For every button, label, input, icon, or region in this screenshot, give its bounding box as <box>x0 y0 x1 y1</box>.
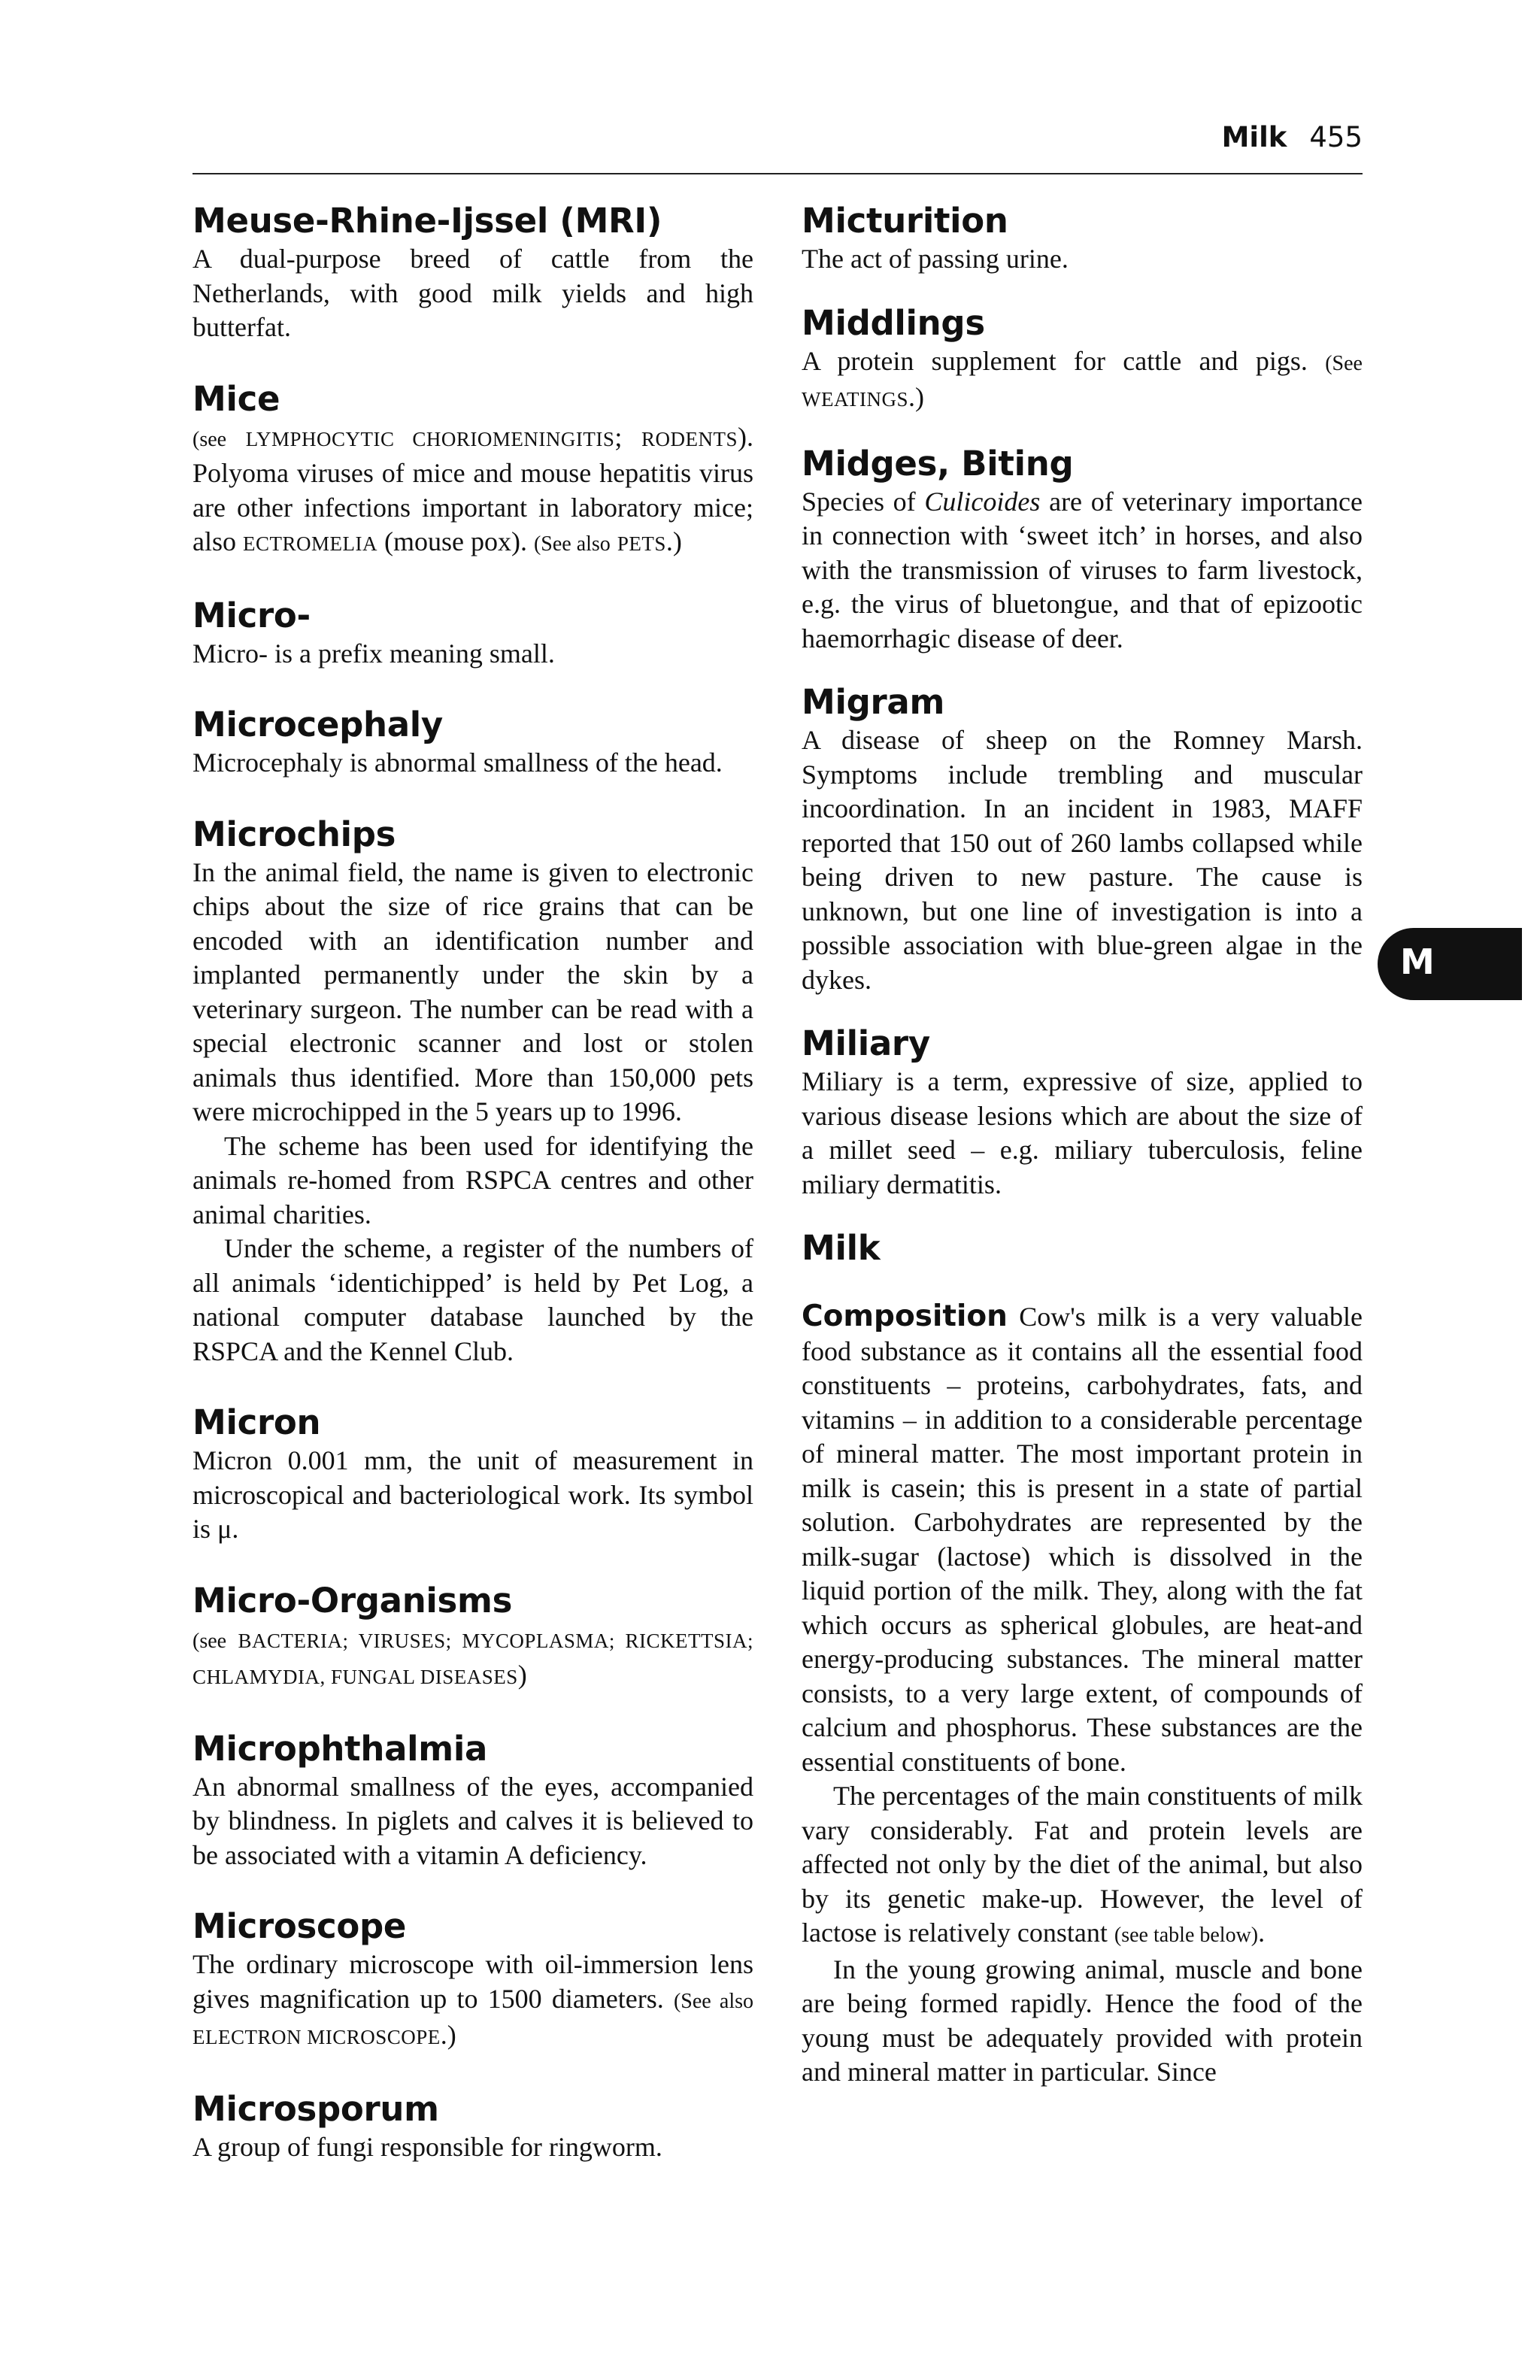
text-run: ). Polyoma viruses of mice and mouse hepatitis virus are other infections important in laboratory mice; also <box>192 421 754 556</box>
entry-migram <box>802 681 1363 997</box>
entry-title: Midges, Biting <box>802 443 1074 484</box>
entry-title: Micro-Organisms <box>192 1580 513 1621</box>
entry-micron <box>192 1402 753 1547</box>
entry-micro <box>192 595 753 672</box>
right-column <box>802 200 1363 2115</box>
entry-micturition <box>802 200 1363 277</box>
cross-ref[interactable]: WEATINGS <box>802 388 908 411</box>
entry-text <box>802 485 1363 656</box>
genus-name: Culicoides <box>924 486 1041 517</box>
text-run: A protein supplement for cattle and pigs. <box>802 345 1308 376</box>
entry-title: Milk <box>802 1228 881 1268</box>
cross-ref[interactable]: PETS <box>617 532 666 555</box>
entry-miliary <box>802 1023 1363 1202</box>
text-run: (mouse pox). <box>383 526 527 556</box>
entry-mri <box>192 200 753 345</box>
entry-microscope <box>192 1906 753 2055</box>
entry-text: A group of fungi responsible for ringworm. <box>192 2131 662 2162</box>
entry-text <box>192 1948 753 2055</box>
entry-text: Miliary is a term, expressive of size, applied to various disease lesions which are about the size of a millet seed – e.g. miliary tuberculosis, feline miliary dermatitis. <box>802 1066 1363 1199</box>
tab-letter: M <box>1400 941 1435 982</box>
paragraph: In the young growing animal, muscle and bone are being formed rapidly. Hence the food of the young must be adequately provided with protein and mineral matter in particular. Since <box>802 1954 1363 2087</box>
entry-micro-organisms <box>192 1580 753 1695</box>
text-run: are of veterinary importance in connection with ‘sweet itch’ in horses, and also with the transmission of viruses to farm livestock, e.g. the virus of bluetongue, and that of epizootic haemorrhagic disease of deer. <box>802 486 1363 653</box>
paragraph <box>802 1299 1363 1779</box>
entry-mice <box>192 378 753 562</box>
paragraph: The scheme has been used for identifying the animals re-homed from RSPCA centres and other animal charities. <box>192 1130 753 1229</box>
left-column <box>192 200 753 2197</box>
paragraph: Under the scheme, a register of the numbers of all animals ‘identichipped’ is held by Pet Log, a national computer database launched by the RSPCA and the Kennel Club. <box>192 1233 753 1366</box>
running-header <box>192 123 1363 151</box>
entry-text: Micro- is a prefix meaning small. <box>192 638 555 669</box>
entry-title: Miliary <box>802 1023 930 1063</box>
entry-text <box>802 344 1363 417</box>
entry-midges <box>802 443 1363 656</box>
entry-microcephaly <box>192 704 753 781</box>
spacer <box>802 1269 1363 1299</box>
entry-microchips <box>192 814 753 1369</box>
entry-text: A disease of sheep on the Romney Marsh. Symptoms include trembling and muscular incoordination. In an incident in 1983, MAFF reported that 150 out of 260 lambs collapsed while being driven to new pasture. The cause is unknown, but one line of investigation is into a possible association with blue-green algae in the dykes. <box>802 725 1363 995</box>
paragraph <box>802 1779 1363 1953</box>
see-label: (see <box>192 427 227 451</box>
text-run: . <box>1258 1918 1266 1948</box>
header-word: Milk <box>1221 121 1287 153</box>
entry-title: Micro- <box>192 595 311 635</box>
see-table-ref: (see table below) <box>1114 1924 1259 1947</box>
page-number: 455 <box>1309 121 1363 153</box>
entry-text: The act of passing urine. <box>802 244 1069 274</box>
subheading: Composition <box>802 1299 1008 1333</box>
paragraph: In the animal field, the name is given to electronic chips about the size of rice grains that can be encoded with an identification number and implanted permanently under the skin by a veterinary surgeon. The number can be read with a special electronic scanner and lost or stolen animals thus identified. More than 150,000 pets were microchipped in the 5 years up to 1996. <box>192 856 753 1126</box>
cross-ref-list[interactable]: BACTERIA; VIRUSES; MYCOPLASMA; RICKETTSIA; CHLAMYDIA, FUNGAL DISEASES <box>192 1629 754 1688</box>
entry-title: Migram <box>802 682 945 722</box>
entry-text <box>192 1622 753 1695</box>
entry-text: A dual-purpose breed of cattle from the Netherlands, with good milk yields and high butterfat. <box>192 244 753 342</box>
text-run: Species of <box>802 486 916 517</box>
entry-title: Micturition <box>802 201 1008 241</box>
entry-title: Microsporum <box>192 2088 439 2129</box>
entry-text: An abnormal smallness of the eyes, accompanied by blindness. In piglets and calves it is believed to be associated with a vitamin A deficiency. <box>192 1771 753 1870</box>
entry-middlings <box>802 302 1363 417</box>
entry-title: Meuse-Rhine-Ijssel (MRI) <box>192 201 662 241</box>
text-run: Cow's milk is a very valuable food substance as it contains all the essential food constituents – proteins, carbohydrates, fats, and vitamins – in addition to a considerable percentage of mineral matter. The most important protein in milk is casein; this is present in a state of partial solution. Carbohydrates are represented by the milk-sugar (lactose) which is dissolved in the liquid portion of the milk. They, along with the fat which occurs as spherical globules, are heat-and energy-producing substances. The mineral matter consists, to a very large extent, of compounds of calcium and phosphorus. These substances are the essential constituents of bone. <box>802 1302 1363 1777</box>
see-also-label: (See also <box>673 1989 754 2013</box>
text-run: The percentages of the main constituents of milk vary considerably. Fat and protein levels are affected not only by the diet of the animal, but also by its genetic make-up. However, the level of lactose is relatively constant <box>802 1781 1363 1948</box>
text-run: .) <box>665 526 682 556</box>
entry-text: Microcephaly is abnormal smallness of the head. <box>192 747 723 778</box>
see-label: (see <box>192 1629 227 1653</box>
entry-microsporum <box>192 2088 753 2165</box>
cross-ref[interactable]: LYMPHOCYTIC CHORIOMENINGITIS <box>245 427 615 450</box>
entry-title: Microphthalmia <box>192 1728 488 1769</box>
separator: ; <box>614 421 623 452</box>
entry-title: Mice <box>192 378 280 419</box>
text-run: ) <box>517 1660 527 1690</box>
entry-text: Micron 0.001 mm, the unit of measurement in microscopical and bacteriological work. Its symbol is μ. <box>192 1445 753 1544</box>
see-label: (See <box>1325 351 1363 375</box>
entry-title: Microscope <box>192 1906 407 1946</box>
entry-title: Micron <box>192 1402 321 1442</box>
entry-milk <box>802 1227 1363 2090</box>
text-run: .) <box>908 382 924 412</box>
cross-ref[interactable]: ECTROMELIA <box>243 532 377 555</box>
text-run: .) <box>440 2020 456 2050</box>
see-also-label: (See also <box>533 532 611 556</box>
cross-ref[interactable]: ELECTRON MICROSCOPE <box>192 2026 441 2048</box>
entry-title: Microcephaly <box>192 705 443 744</box>
header-rule <box>192 173 1363 174</box>
text-run: The ordinary microscope with oil-immersion lens gives magnification up to 1500 diameters. <box>192 1949 753 2014</box>
entry-text <box>192 420 753 562</box>
thumb-index-tab <box>1378 928 1522 1000</box>
cross-ref[interactable]: RODENTS <box>641 427 738 450</box>
entry-title: Microchips <box>192 814 396 854</box>
entry-microphthalmia <box>192 1728 753 1873</box>
entry-title: Middlings <box>802 302 985 343</box>
